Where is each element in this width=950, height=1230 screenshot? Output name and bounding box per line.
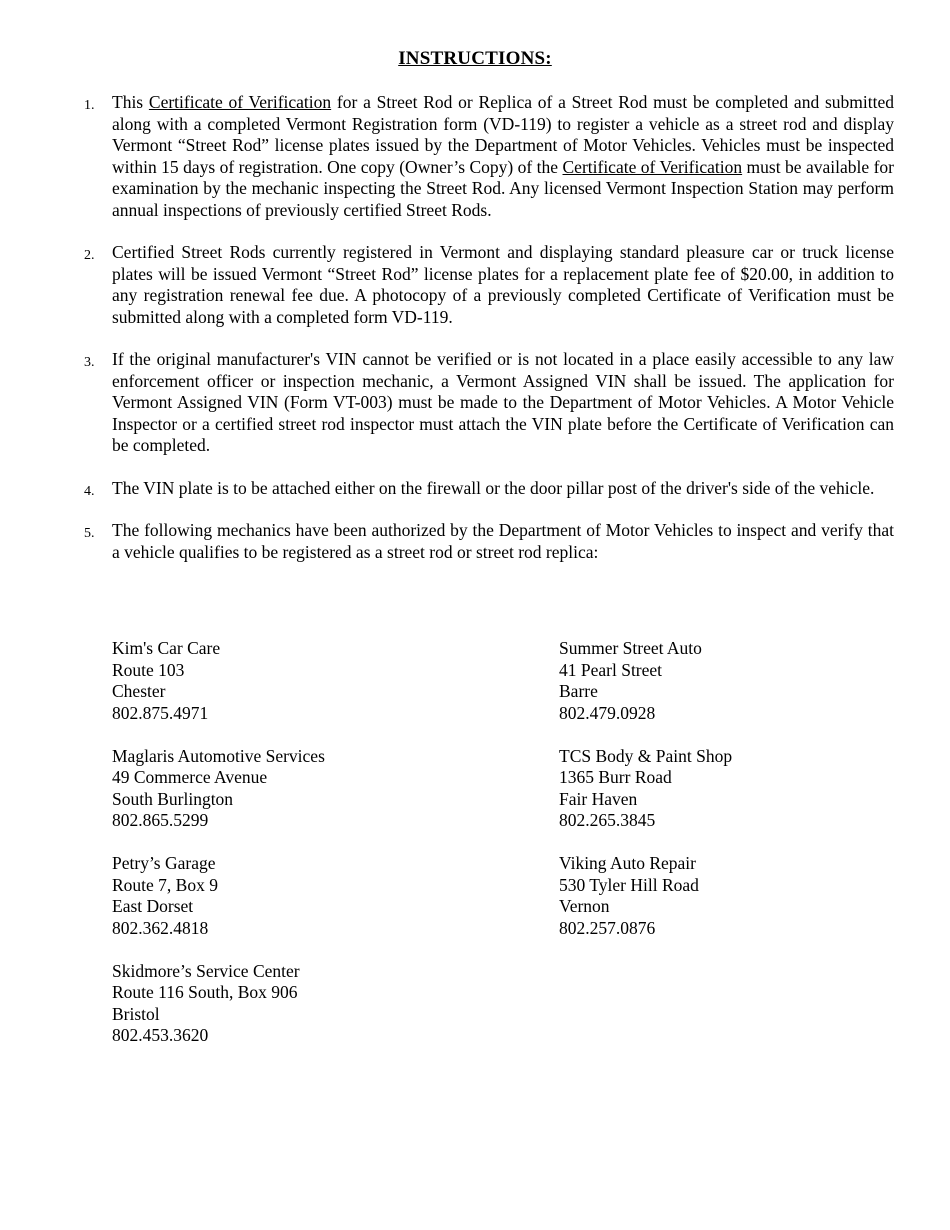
item-number: 1. [84, 98, 95, 113]
instruction-item [0, 520, 950, 563]
item-number: 5. [84, 526, 95, 541]
mechanic-name: Viking Auto Repair [559, 853, 696, 873]
text-segment: must be available for examination by the mechanic inspecting the Street Rod. Any licensed Vermont Inspection Station may perform annual inspections of previously certified Street Rods. [112, 156, 894, 220]
instructions-list [0, 92, 950, 584]
mechanic-entry [559, 746, 732, 832]
mechanic-town: Barre [559, 681, 598, 701]
mechanic-name: Kim's Car Care [112, 638, 221, 658]
mechanic-address: Route 103 [112, 659, 185, 680]
instruction-item [0, 92, 950, 221]
mechanic-entry [112, 638, 325, 724]
mechanic-entry [112, 746, 325, 832]
text-segment: for a Street Rod or Replica of a Street Rod must be completed and submitted along with a completed Vermont Registration form (VD-119) to register a vehicle as a street rod and display Vermont “Street Rod” license plates issued by the Department of Motor Vehicles. Vehicles must be inspected within 15 days of registration. One copy (Owner’s Copy) of the [112, 92, 894, 177]
item-text: If the original manufacturer's VIN cannot be verified or is not located in a place easily accessible to any law enforcement officer or inspection mechanic, a Vermont Assigned VIN shall be issued. The application for Vermont Assigned VIN (Form VT-003) must be made to the Department of Motor Vehicles. A Motor Vehicle Inspector or a certified street rod inspector must attach the VIN plate before the Certificate of Verification can be completed. [112, 349, 894, 455]
mechanic-entry [559, 853, 732, 939]
mechanic-address: 1365 Burr Road [559, 767, 672, 787]
certificate-link-text: Certificate of Verification [562, 156, 743, 177]
mechanic-entry [112, 853, 325, 939]
instruction-item [0, 349, 950, 457]
mechanic-phone: 802.875.4971 [112, 702, 209, 723]
item-number: 4. [84, 483, 95, 499]
mechanic-town: South Burlington [112, 788, 234, 809]
mechanic-name: Maglaris Automotive Services [112, 745, 325, 766]
mechanic-town: Vernon [559, 896, 610, 916]
mechanic-phone: 802.265.3845 [559, 810, 656, 830]
item-text [112, 92, 894, 221]
mechanic-name: Summer Street Auto [559, 638, 702, 658]
item-text: The following mechanics have been authorized by the Department of Motor Vehicles to inspect and verify that a vehicle qualifies to be registered as a street rod or street rod replica: [112, 520, 894, 562]
mechanics-column-left [112, 638, 325, 1068]
mechanic-name: TCS Body & Paint Shop [559, 745, 733, 766]
instruction-item [0, 478, 950, 500]
mechanics-column-right [559, 638, 732, 961]
mechanic-town: East Dorset [112, 896, 194, 916]
mechanic-address: 530 Tyler Hill Road [559, 874, 699, 895]
mechanic-phone: 802.362.4818 [112, 917, 209, 938]
mechanic-town: Fair Haven [559, 788, 638, 809]
item-number: 2. [84, 248, 95, 263]
mechanic-entry [112, 961, 325, 1047]
mechanic-phone: 802.257.0876 [559, 917, 656, 938]
text-segment: This [112, 92, 149, 112]
item-number: 3. [84, 355, 95, 370]
mechanic-address: Route 7, Box 9 [112, 874, 218, 895]
mechanic-address: 41 Pearl Street [559, 659, 663, 680]
mechanic-address: 49 Commerce Avenue [112, 767, 268, 787]
mechanic-phone: 802.865.5299 [112, 810, 209, 830]
mechanic-phone: 802.479.0928 [559, 702, 656, 723]
page-title: INSTRUCTIONS: [398, 48, 552, 69]
mechanic-town: Chester [112, 681, 166, 701]
instruction-item [0, 242, 950, 328]
mechanic-town: Bristol [112, 1003, 160, 1024]
mechanic-phone: 802.453.3620 [112, 1025, 209, 1045]
item-text: Certified Street Rods currently registered in Vermont and displaying standard pleasure car or truck license plates will be issued Vermont “Street Rod” license plates for a replacement plate fee of $20.00, in addition to any registration renewal fee due. A photocopy of a previously completed Certificate of Verification must be submitted along with a completed form VD-119. [112, 242, 894, 327]
mechanic-entry [559, 638, 732, 724]
mechanic-name: Skidmore’s Service Center [112, 960, 300, 981]
item-text: The VIN plate is to be attached either on the firewall or the door pillar post of the driver's side of the vehicle. [112, 477, 875, 498]
mechanic-address: Route 116 South, Box 906 [112, 982, 298, 1002]
certificate-link-text: Certificate of Verification [148, 92, 332, 112]
mechanic-name: Petry’s Garage [112, 853, 216, 873]
